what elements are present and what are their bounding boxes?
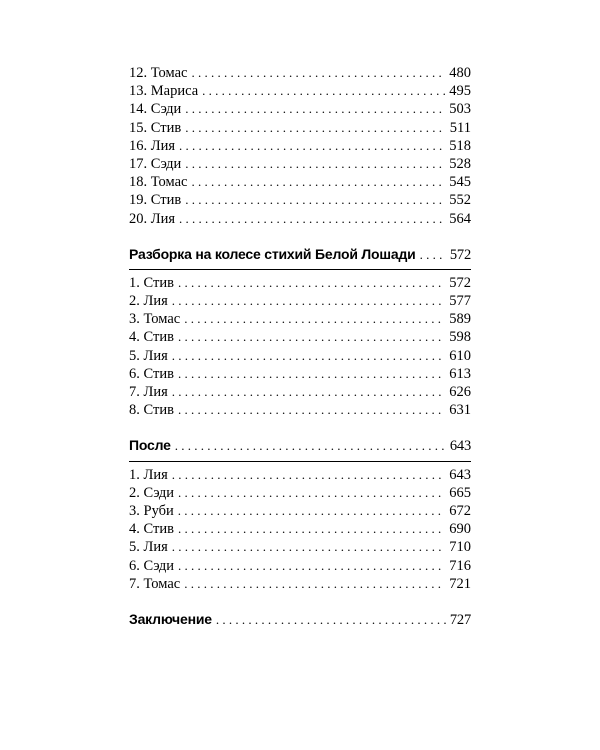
dot-leader — [184, 310, 445, 328]
dot-leader — [179, 210, 445, 228]
toc-entry-title: 4. Стив — [129, 521, 174, 538]
toc-entry-title: 6. Стив — [129, 365, 174, 382]
toc-section-heading[interactable] — [129, 610, 471, 628]
toc-entry[interactable] — [129, 292, 471, 310]
toc-entry[interactable] — [129, 365, 471, 383]
toc-entry-page: 528 — [449, 155, 471, 172]
toc-entry[interactable] — [129, 64, 471, 82]
toc-entry[interactable] — [129, 137, 471, 155]
toc-entry-title: 12. Томас — [129, 65, 188, 81]
toc-entry[interactable] — [129, 191, 471, 209]
toc-entry-title: 16. Лия — [129, 137, 176, 154]
toc-entry[interactable] — [129, 210, 471, 228]
toc-entry-page: 511 — [449, 119, 471, 136]
toc-section-title: Заключение — [129, 610, 212, 627]
dot-leader — [420, 246, 446, 264]
toc-entry-title: 2. Сэди — [129, 484, 174, 501]
toc-section-page: 572 — [449, 246, 471, 263]
toc-entry-title: 20. Лия — [129, 210, 176, 227]
toc-entry-page: 564 — [449, 210, 471, 227]
dot-leader — [202, 82, 445, 100]
dot-leader — [178, 274, 445, 292]
toc-entry-page: 480 — [449, 65, 471, 81]
dot-leader — [185, 100, 445, 118]
toc-entry[interactable] — [129, 274, 471, 292]
toc-entry-title: 6. Сэди — [129, 557, 174, 574]
toc-entry-page: 572 — [449, 274, 471, 291]
dot-leader — [178, 484, 445, 502]
toc-entry-page: 598 — [449, 329, 471, 346]
dot-leader — [172, 383, 445, 401]
dot-leader — [175, 437, 446, 455]
toc-entry[interactable] — [129, 328, 471, 346]
toc-entry[interactable] — [129, 119, 471, 137]
toc-section-heading[interactable] — [129, 245, 471, 263]
toc-entry-title: 15. Стив — [129, 119, 182, 136]
dot-leader — [178, 328, 445, 346]
dot-leader — [179, 137, 445, 155]
toc-entry[interactable] — [129, 466, 471, 484]
toc-section-page: 727 — [449, 611, 471, 628]
toc-entry-title: 1. Стив — [129, 274, 174, 291]
toc-entry-page: 552 — [449, 192, 471, 209]
dot-leader — [178, 557, 445, 575]
toc-entry[interactable] — [129, 173, 471, 191]
toc-entry[interactable] — [129, 502, 471, 520]
dot-leader — [172, 466, 445, 484]
spacer — [129, 593, 471, 610]
spacer — [129, 419, 471, 436]
toc-entry[interactable] — [129, 520, 471, 538]
toc-entry-title: 1. Лия — [129, 466, 168, 483]
toc-section-page: 643 — [449, 438, 471, 455]
toc-entry-page: 716 — [449, 557, 471, 574]
toc-entry[interactable] — [129, 383, 471, 401]
toc-entry-page: 610 — [449, 347, 471, 364]
toc-entry-page: 503 — [449, 101, 471, 118]
dot-leader — [191, 173, 445, 191]
dot-leader — [178, 502, 445, 520]
toc-entry-title: 3. Руби — [129, 502, 174, 519]
dot-leader — [191, 64, 445, 82]
toc-entry[interactable] — [129, 575, 471, 593]
toc-entry-page: 545 — [449, 174, 471, 191]
dot-leader — [172, 292, 445, 310]
toc-entry-page: 495 — [449, 83, 471, 100]
toc-entry-page: 665 — [449, 484, 471, 501]
toc-entry[interactable] — [129, 155, 471, 173]
toc-entry-page: 626 — [449, 384, 471, 400]
dot-leader — [178, 520, 445, 538]
toc-entry-page: 589 — [449, 311, 471, 328]
toc-entry-title: 2. Лия — [129, 293, 168, 310]
toc-entry[interactable] — [129, 538, 471, 556]
dot-leader — [178, 401, 445, 419]
toc-entry-page: 710 — [449, 539, 471, 556]
toc-entry-page: 518 — [449, 137, 471, 154]
toc-entry[interactable] — [129, 100, 471, 118]
toc-section-heading[interactable] — [129, 436, 471, 454]
toc-entry-title: 5. Лия — [129, 347, 168, 364]
dot-leader — [185, 191, 445, 209]
toc-entry[interactable] — [129, 82, 471, 100]
toc-entry-page: 672 — [449, 502, 471, 519]
toc-entry-page: 643 — [449, 466, 471, 483]
toc-entry-title: 8. Стив — [129, 402, 174, 419]
toc-entry[interactable] — [129, 557, 471, 575]
spacer — [129, 228, 471, 245]
toc-entry[interactable] — [129, 310, 471, 328]
toc-section-title: После — [129, 437, 171, 454]
toc-entry-title: 5. Лия — [129, 539, 168, 556]
dot-leader — [172, 538, 445, 556]
toc-entry-page: 631 — [449, 402, 471, 419]
toc-section-title: Разборка на колесе стихий Белой Лошади — [129, 245, 416, 262]
dot-leader — [185, 155, 445, 173]
toc-entry-page: 721 — [449, 575, 471, 592]
toc-entry-title: 7. Лия — [129, 384, 168, 400]
table-of-contents — [129, 64, 471, 628]
toc-entry-page: 613 — [449, 365, 471, 382]
dot-leader — [185, 119, 446, 137]
toc-entry-title: 18. Томас — [129, 174, 188, 191]
toc-entry[interactable] — [129, 401, 471, 419]
toc-entry-title: 19. Стив — [129, 192, 182, 209]
toc-entry-title: 3. Томас — [129, 311, 181, 328]
toc-entry-page: 690 — [449, 521, 471, 538]
toc-entry-title: 17. Сэди — [129, 155, 182, 172]
dot-leader — [216, 611, 446, 629]
toc-entry[interactable] — [129, 484, 471, 502]
toc-entry-title: 4. Стив — [129, 329, 174, 346]
dot-leader — [178, 365, 445, 383]
toc-entry-title: 14. Сэди — [129, 101, 182, 118]
toc-entry-title: 7. Томас — [129, 575, 181, 592]
dot-leader — [172, 347, 445, 365]
toc-entry-page: 577 — [449, 293, 471, 310]
toc-entry[interactable] — [129, 347, 471, 365]
dot-leader — [184, 575, 445, 593]
toc-entry-title: 13. Мариса — [129, 83, 199, 100]
